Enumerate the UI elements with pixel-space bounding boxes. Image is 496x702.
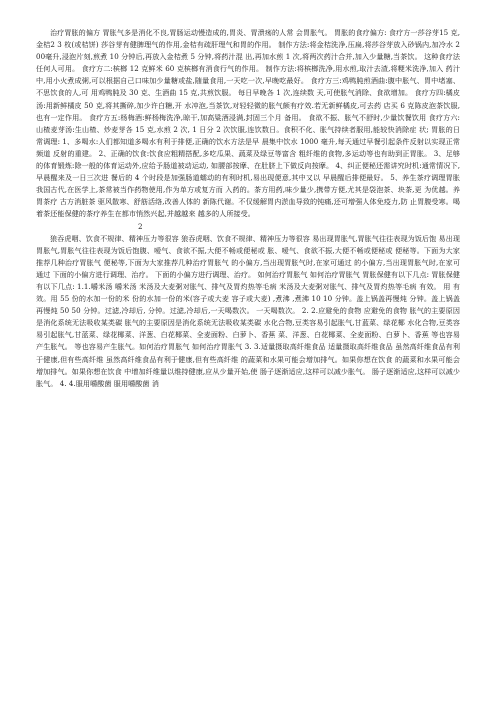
section-number: 2 [138, 221, 143, 231]
document-page [36, 27, 460, 390]
paragraph-stomach-bloating-remedies: 治疗胃胀的偏方 胃胀气多是消化不良,胃肠运动慢造成的,胃炎、胃溃疡的人常 会胃胀气。 胃胀的食疗偏方: 食疗方一莎谷芽15 克,金桔2 3 枚(或桔饼) 莎谷芽有健脾理气的作用,金桔有疏肝理气和胃的作用。 制作方法:将金桔洗净,压扁,将莎谷芽放入砂锅内,加冷水 200毫升,浸泡片刻,煎煮 10 分钟后,再放入金桔煮 5 分钟,将药汁混 出,再加水煎 1 次,将两次药汁合并,加入少量糖,当茶饮。 这种食疗法任何人可用。 食疗方二:槟榔 12 克鲜米 60 克槟榔有消食行气的作用。 制作方法:将槟榔洗净,用水煎,取汁去渣,将粳米洗净,加入 药汁中,用小火煮成粥,可以根据自己口味加少量糖或盐,随量食用,一天吃一次,早晚吃最好。 食疗方三:鸡鸭肫煎酒曲:腹中胀气、胃中堵塞、不思饮食的人,可 用鸡鸭肫及 30 克、生酒曲 15 克,共煎饮服。 每日早晚各 1 次,连续数 天,可使胀气消除、食欲增加。 食疗方四:橘皮汤:用新鲜橘皮 50 克,将其撕碎,加少许白糖,开 水冲泡,当茶饮,对轻轻微的胀气颇有疗效.若无新鲜橘皮,可去药 店买 6 克陈皮泡茶饮服,也有一定作用。 食疗方五:杨梅酒:鲜杨梅洗净,晾干,加高粱酒浸满,封固三个月 备用。 食欲不振、胀气不舒时,少量饮餐饮用 食疗方六:山楂麦芽汤:生山楂、炒麦芽各 15 克,水煎 2 次, 1 日分 2 次饮服,连饮数日。食积不化、胀气持续者服用,能较快消除症 状; 胃胀的日常调理: 1、多喝水:人们都知道多喝水有利于排便,正确的饮水方法是早 晨集中饮水 1000 毫升,每天通过早餐引起条件反射以实现正常频道 反射的重建。 2、正确的饮食:饮食应粗精搭配,多吃瓜果、蔬菜及绿豆等富含 粗纤维的食物,多运动等也有助到正胃胀。 3、足够的体育锻炼:除一般的体育运动外,应给予肠道被动运动, 如腰部按摩、在肚脐上下做反向按摩。 4、纠正便秘还需讲究时机:通常情况下,早晨醒来及一日三次进 餐后的 4 个时段是加强肠道蠕动的有利时机,易出现便意,其中又以 早晨醒后排便最好。 5、养生茶疗调理胃胀 我国古代,在医学上,茶常被当作药物使用,作为单方或复方而 入药的。茶方用药,味少量少,携带方便,尤其是袋泡茶、块茶,更 为优越。养胃茶疗 古方消脏茶 驱风散寒、舒筋活络,改善人体的 新陈代谢。不仅缓解胃内淤血导致的钝痛,还可增强人体免疫力,防 止胃腹受寒。喝着茶还能保健的茶疗养生在都市悄然兴起,并越越来 越多的人所接受。 [36, 28, 460, 219]
paragraph-bloating-care: 狼吞虎咽、饮食不规律、精神压力等很容 狼吞虎咽、饮食不规律、精神压力等很容 易出现胃胀气,胃胀气往往表现为饭后饱 易出现胃胀气,胃胀气往往表现为饭后饱腹、嗳气、食欲不振,大便不畅或便秘或 胀、嗳气、食欲不振,大便不畅或便秘或 便秘等。下面为大家推荐几种治疗胃胀气 便秘等,下面为大家推荐几种治疗胃胀气 的小偏方,当出现胃胀气时,在家可通过 的小偏方,当出现胃胀气时,在家可通过 下面的小偏方进行调理、治疗。 下面的小偏方进行调理、治疗。 如何治疗胃胀气 如何治疗胃胀气 胃胀保健有以下几点: 胃胀保健有以下几点: 1.1.嚼米汤 嚼米汤 米汤及大麦粥对胀气、排气及胃灼热等毛病 米汤及大麦粥对胀气、排气及胃灼热等毛病 有效。 用 有效。用 55 份的水加一份的米 份的水加一份的米(容子或大麦 容子或大麦) ,煮沸 ,煮沸 10 10 分钟。盖上锅盖再慢炖 分钟。盖上锅盖再慢炖 50 50 分钟。过滤,冷却后, 分钟。过滤,冷却后,一天喝数次。 一天喝数次。 2. 2.应避免的食物 应避免的食物 胀气的主要原因是消化系统无法吸收某类碳 胀气的主要原因是消化系统无法吸收某类碳 水化合物,豆类容易引起胀气,甘蓝菜、绿花椰 水化合物,豆类容易引起胀气,甘蓝菜、绿花椰菜、洋葱、白花椰菜、全麦面粉、白萝卜、香蕉 菜、洋葱、白花椰菜、全麦面粉、白萝卜、香蕉 等也容易产生胀气。 等也容易产生胀气。如何治疗胃胀气 如何治疗胃胀气 3. 3.适量摄取高纤维食品 适量摄取高纤维食品 虽然高纤维食品有利于健康,但有些高纤维 虽然高纤维食品有利于健康,但有些高纤维 的蔬菜和水果可能会增加排气。如果你想在饮食 的蔬菜和水果可能会增加排气。如果你想在饮食 中增加纤维量以维持健康,应从少量开始,使 肠子逐渐适应,这样可以减少胀气。 肠子逐渐适应,这样可以减少胀气。 4. 4.服用嚼酸菌 服用嚼酸菌 消 [36, 233, 460, 388]
